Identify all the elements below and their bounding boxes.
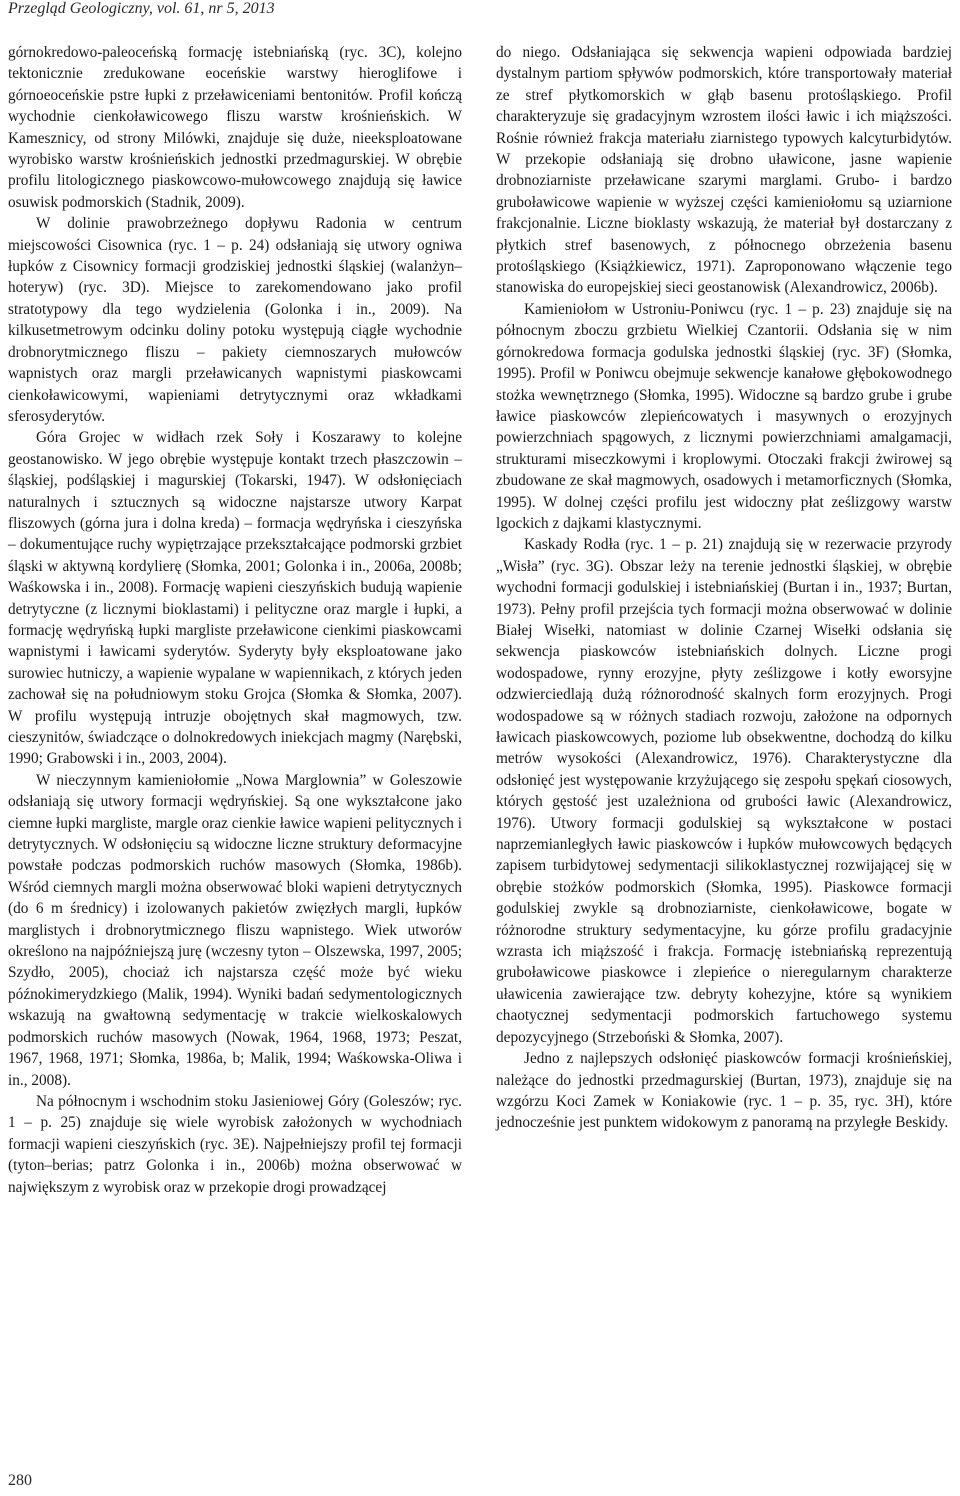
paragraph: Na północnym i wschodnim stoku Jasieniowej Góry (Goleszów; ryc. 1 – p. 25) znajduje się wiele wyrobisk założonych w wychodniach formacji wapieni cieszyńskich (ryc. 3E). Najpełniejszy profil tej formacji (tyton–berias; patrz Golonka i in., 2006b) można obserwować w największym z wyrobisk oraz w przekopie drogi prowadzącej [8,1092,462,1196]
paragraph: górnokredowo-paleoceńską formację istebniańską (ryc. 3C), kolejno tektonicznie zredukowane eoceńskie warstwy hieroglifowe i górnoeoceńskie pstre łupki z przeławiceniami bentonitów. Profil kończą wychodnie cienkoławicowego fliszu warstw krośnieńskich. W Kamesznicy, od strony Milówki, znajduje się duże, nieeksploatowane wyrobisko warstw krośnieńskich jednostki przedmagurskiej. W obrębie profilu litologicznego piaskowcowo-mułowcowego znajdują się ławice osuwisk podmorskich (Stadnik, 2009). [8,44,462,211]
paragraph: Kamieniołom w Ustroniu-Poniwcu (ryc. 1 – p. 23) znajduje się na północnym zboczu grzbietu Wielkiej Czantorii. Odsłania się w nim górnokredowa formacja godulska jednostki śląskiej (ryc. 3F) (Słomka, 1995). Profil w Poniwcu obejmuje sekwencje kanałowe głębokowodnego stożka wewnętrznego (Słomka, 1995). Widoczne są bardzo grube i grube ławice piaskowców zlepieńcowatych i masywnych o erozyjnych powierzchniach spągowych, z licznymi powierzchniami amalgamacji, strukturami miseczkowymi i kroplowymi. Otoczaki frakcji żwirowej są zbudowane ze skał magmowych, osadowych i metamorficznych (Słomka, 1995). W dolnej części profilu jest widoczny płat ześlizgowy warstw lgockich z dajkami klastycznymi. [496,300,952,532]
left-column [8,42,462,1198]
paragraph: do niego. Odsłaniająca się sekwencja wapieni odpowiada bardziej dystalnym partiom spływów podmorskich, które transportowały materiał ze stref płytkomorskich w głąb basenu protośląskiego. Profil charakteryzuje się gradacyjnym wzrostem ilości ławic i ich miąższości. Rośnie również frakcja materiału ziarnistego typowych kalcyturbidytów. W przekopie odsłaniają się drobno uławicone, jasne wapienie drobnoziarniste przeławicane szarymi marglami. Grubo- i bardzo gruboławicowe wapienie w wyższej części kamieniołomu są uziarnione frakcjonalnie. Liczne bioklasty wskazują, że materiał był dostarczany z płytkich stref basenowych, z północnego obrzeżenia basenu protośląskiego (Książkiewicz, 1971). Zaproponowano włączenie tego stanowiska do europejskiej sieci geostanowisk (Alexandrowicz, 2006b). [496,44,952,297]
paragraph: Jedno z najlepszych odsłonięć piaskowców formacji krośnieńskiej, należące do jednostki przedmagurskiej (Burtan, 1973), znajduje się na wzgórzu Koci Zamek w Koniakowie (ryc. 1 – p. 35, ryc. 3H), które jednocześnie jest punktem widokowym z panoramą na przyległe Beskidy. [496,1050,952,1132]
paragraph: Kaskady Rodła (ryc. 1 – p. 21) znajdują się w rezerwacie przyrody „Wisła” (ryc. 3G). Obszar leży na terenie jednostki śląskiej, w obrębie wychodni formacji godulskiej i istebniańskiej (Burtan i in., 1937; Burtan, 1973). Pełny profil przejścia tych formacji można obserwować w dolinie Białej Wisełki, natomiast w dolinie Czarnej Wisełki odsłania się sekwencja piaskowców istebniańskich dolnych. Liczne progi wodospadowe, rynny erozyjne, płyty ześlizgowe i kotły eworsyjne odzwierciedlają dużą różnorodność skalnych form erozyjnych. Progi wodospadowe są w różnych stadiach rozwoju, założone na odpornych ławicach piaskowcowych, poziome lub obsekwentne, dochodzą do kilku metrów wysokości (Alexandrowicz, 1976). Charakterystyczne dla odsłonięć jest występowanie krzyżującego się zespołu spękań ciosowych, których gęstość jest uzależniona od grubości ławic (Alexandrowicz, 1976). Utwory formacji godulskiej są wykształcone w postaci naprzemianległych ławic piaskowców i łupków mułowcowych będących zapisem turbidytowej sedymentacji silikoklastycznej rozwijającej się w obrębie stożków podmorskich (Słomka, 1995). Piaskowce formacji godulskiej zwykle są drobnoziarniste, cienkoławicowe, bogate w różnorodne struktury sedymentacyjne, ku górze profilu gradacyjnie wzrasta ich miąższość i frakcja. Formację istebniańską reprezentują gruboławicowe piaskowce i zlepieńce o nieregularnym charakterze uławicenia zawierające tzw. debryty kohezyjne, które są wynikiem chaotycznej sedymentacji podmorskich fartuchowego systemu depozycyjnego (Strzeboński & Słomka, 2007). [496,536,952,1046]
page-number: 280 [8,1472,32,1489]
paragraph: Góra Grojec w widłach rzek Soły i Koszarawy to kolejne geostanowisko. W jego obrębie występuje kontakt trzech płaszczowin – śląskiej, podśląskiej i magurskiej (Tokarski, 1947). W odsłonięciach naturalnych i sztucznych są widoczne najstarsze utwory Karpat fliszowych (górna jura i dolna kreda) – formacja wędryńska i cieszyńska – dokumentujące ruchy wypiętrzające przekształcające podmorski grzbiet śląski w aktywną kordylierę (Słomka, 2001; Golonka i in., 2006a, 2008b; Waśkowska i in., 2008). Formację wapieni cieszyńskich budują wapienie detrytyczne (z licznymi bioklastami) i pelityczne oraz margle i łupki, a formację wędryńską łupki margliste przeławicone cienkimi piaskowcami wapnistymi i ławicami syderytów. Syderyty były eksploatowane jako surowiec hutniczy, a wapienie wypalane w wapiennikach, z których jeden zachował się na południowym stoku Grojca (Słomka & Słomka, 2007). W profilu występują intruzje obojętnych skał magmowych, tzw. cieszynitów, świadczące o dolnokredowych iniekcjach magmy (Narębski, 1990; Grabowski i in., 2003, 2004). [8,429,462,768]
paragraph: W nieczynnym kamieniołomie „Nowa Marglownia” w Goleszowie odsłaniają się utwory formacji wędryńskiej. Są one wykształcone jako ciemne łupki margliste, margle oraz cienkie ławice wapieni pelitycznych i detrytycznych. W odsłonięciu są widoczne liczne struktury deformacyjne powstałe podczas podmorskich ruchów masowych (Słomka, 1986b). Wśród ciemnych margli można obserwować bloki wapieni detrytycznych (do 6 m średnicy) i izolowanych pakietów zwięzłych margli, łupków marglistych i drobnorytmicznego fliszu wapnistego. Wiek utworów określono na najpóźniejszą jurę (wczesny tyton – Olszewska, 1997, 2005; Szydło, 2005), chociaż ich najstarsza część może być wieku późnokimerydzkiego (Malik, 1994). Wyniki badań sedymentologicznych wskazują na gwałtowną sedymentację w trakcie wielkoskalowych podmorskich ruchów masowych (Nowak, 1964, 1968, 1973; Peszat, 1967, 1968, 1971; Słomka, 1986a, b; Malik, 1994; Waśkowska-Oliwa i in., 2008). [8,771,462,1089]
running-header: Przegląd Geologiczny, vol. 61, nr 5, 2013 [8,0,275,17]
paragraph: W dolinie prawobrzeżnego dopływu Radonia w centrum miejscowości Cisownica (ryc. 1 – p. 24) odsłaniają się utwory ogniwa łupków z Cisownicy formacji grodziskiej jednostki śląskiej (walanżyn–hoteryw) (ryc. 3D). Miejsce to zarekomendowano jako profil stratotypowy dla tego wydzielenia (Golonka i in., 2009). Na kilkusetmetrowym odcinku doliny potoku występują ciągłe wychodnie drobnorytmicznego fliszu – pakiety ciemnoszarych mułowców wapnistych oraz margli przeławicanych wapnistymi piaskowcami cienkoławicowymi, wapieniami detrytycznymi oraz wkładkami sferosyderytów. [8,215,462,425]
right-column [496,42,952,1134]
